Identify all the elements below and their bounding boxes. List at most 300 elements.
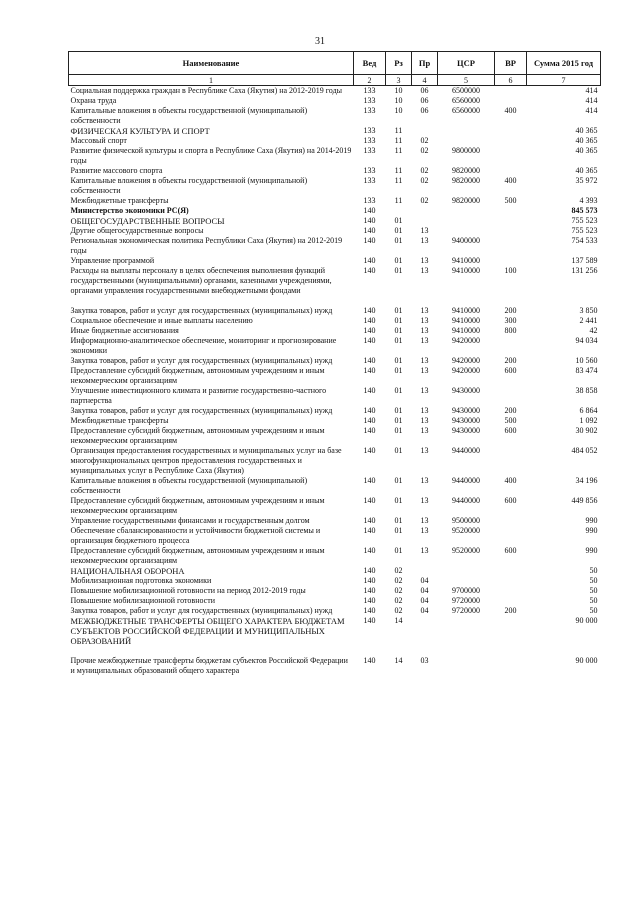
row-vr	[495, 96, 527, 106]
row-vr: 400	[504, 106, 517, 115]
row-sum: 50	[589, 606, 598, 615]
row-csr: 9520000	[452, 546, 480, 555]
header-ved: Вед	[354, 52, 386, 75]
row-pr: 02	[420, 196, 429, 205]
row-rz: 01	[394, 366, 403, 375]
row-rz: 02	[394, 586, 403, 595]
row-vr	[495, 206, 527, 216]
row-ved: 140	[363, 226, 376, 235]
table-row	[69, 296, 601, 316]
row-pr: 13	[420, 516, 429, 525]
row-rz: 01	[394, 386, 403, 395]
row-ved: 133	[363, 106, 376, 115]
row-csr: 9410000	[452, 316, 480, 325]
table-row	[69, 106, 601, 126]
row-pr: 06	[420, 86, 429, 95]
row-pr: 13	[420, 386, 429, 395]
row-name: Организация предоставления государственных и муниципальных услуг на базе многофункциональных центров предоставления государственных и муниципальных услуг в Республике Саха (Якутия)	[70, 446, 342, 475]
row-pr: 06	[420, 106, 429, 115]
row-sum: 754 533	[571, 236, 598, 245]
row-pr: 13	[420, 326, 429, 335]
row-sum: 38 858	[575, 386, 598, 395]
header-csr: ЦСР	[438, 52, 495, 75]
row-ved: 140	[363, 236, 376, 245]
header-vr: ВР	[495, 52, 527, 75]
row-name: Социальное обеспечение и иные выплаты населению	[70, 316, 253, 325]
row-pr: 13	[420, 256, 429, 265]
row-ved: 140	[363, 416, 376, 425]
row-csr	[438, 216, 495, 226]
row-rz: 14	[394, 656, 403, 665]
row-rz: 14	[394, 616, 403, 625]
row-vr: 200	[504, 406, 517, 415]
table-row	[69, 496, 601, 516]
row-ved: 140	[363, 566, 376, 575]
row-ved: 140	[363, 206, 376, 215]
row-pr	[412, 216, 438, 226]
row-pr	[412, 566, 438, 576]
row-vr	[495, 236, 527, 256]
row-rz: 10	[394, 106, 403, 115]
row-vr	[495, 216, 527, 226]
row-rz: 11	[394, 146, 403, 155]
row-rz: 01	[394, 306, 403, 315]
row-name: Улучшение инвестиционного климата и развитие государственно-частного партнерства	[70, 386, 327, 405]
row-sum: 42	[589, 326, 598, 335]
row-ved: 140	[363, 516, 376, 525]
row-vr	[495, 646, 527, 676]
table-row	[69, 326, 601, 336]
row-csr: 9820000	[452, 196, 480, 205]
row-ved: 140	[363, 606, 376, 615]
row-rz: 01	[394, 236, 403, 245]
row-rz	[386, 206, 412, 216]
row-ved: 140	[363, 336, 376, 345]
row-ved: 140	[363, 496, 376, 505]
row-vr: 400	[504, 476, 517, 485]
row-name: Прочие межбюджетные трансферты бюджетам субъектов Российской Федерации и муниципальных образований общего характера	[70, 656, 348, 675]
table-row	[69, 176, 601, 196]
table-row	[69, 136, 601, 146]
row-name: Закупка товаров, работ и услуг для государственных (муниципальных) нужд	[70, 356, 333, 365]
table-row	[69, 406, 601, 416]
row-name: Расходы на выплаты персоналу в целях обеспечения выполнения функций государственными (муниципальными) органами, казенными учреждениями, органами управления государственными внебюджетными фондами	[70, 266, 332, 295]
row-vr	[495, 616, 527, 646]
row-name: Предоставление субсидий бюджетным, автономным учреждениям и иным некоммерческим организациям	[70, 496, 325, 515]
header-number: 2	[354, 75, 386, 86]
row-name: Массовый спорт	[70, 136, 127, 145]
row-pr: 03	[420, 656, 429, 665]
row-csr: 9420000	[452, 366, 480, 375]
row-rz: 10	[394, 86, 403, 95]
row-pr: 02	[420, 136, 429, 145]
row-csr	[438, 566, 495, 576]
row-pr: 13	[420, 496, 429, 505]
row-sum: 6 864	[579, 406, 598, 415]
row-vr: 800	[504, 326, 517, 335]
header-rz: Рз	[386, 52, 412, 75]
table-row	[69, 236, 601, 256]
row-csr	[438, 576, 495, 586]
table-row	[69, 386, 601, 406]
row-name: Министерство экономики РС(Я)	[70, 206, 189, 215]
row-csr: 9410000	[452, 256, 480, 265]
row-name: Развитие физической культуры и спорта в Республике Саха (Якутия) на 2014-2019 годы	[70, 146, 352, 165]
row-sum: 484 052	[571, 446, 598, 455]
table-row	[69, 546, 601, 566]
row-vr	[495, 446, 527, 476]
row-pr: 06	[420, 96, 429, 105]
row-csr: 9440000	[452, 476, 480, 485]
header-number: 5	[438, 75, 495, 86]
row-rz: 01	[394, 356, 403, 365]
row-rz: 01	[394, 516, 403, 525]
row-rz: 01	[394, 266, 403, 275]
row-ved: 133	[363, 96, 376, 105]
header-number: 3	[386, 75, 412, 86]
row-rz: 01	[394, 336, 403, 345]
row-csr: 9500000	[452, 516, 480, 525]
row-csr	[438, 646, 495, 676]
row-ved: 140	[363, 476, 376, 485]
row-pr: 13	[420, 356, 429, 365]
row-ved: 140	[363, 446, 376, 455]
row-rz: 01	[394, 316, 403, 325]
table-row	[69, 86, 601, 97]
row-rz: 02	[394, 596, 403, 605]
row-name: Предоставление субсидий бюджетным, автономным учреждениям и иным некоммерческим организациям	[70, 546, 325, 565]
row-csr: 9430000	[452, 416, 480, 425]
row-name: Капитальные вложения в объекты государственной (муниципальной) собственности	[70, 176, 308, 195]
header-number: 6	[495, 75, 527, 86]
row-csr: 9820000	[452, 166, 480, 175]
header-number: 7	[527, 75, 601, 86]
row-vr	[495, 336, 527, 356]
row-sum: 30 902	[575, 426, 598, 435]
row-csr: 9700000	[452, 586, 480, 595]
row-name: ОБЩЕГОСУДАРСТВЕННЫЕ ВОПРОСЫ	[70, 216, 225, 226]
row-csr	[438, 126, 495, 136]
row-rz: 02	[394, 576, 403, 585]
row-name: Повышение мобилизационной готовности	[70, 596, 216, 605]
row-ved: 140	[363, 576, 376, 585]
table-row	[69, 646, 601, 676]
row-rz: 11	[394, 176, 403, 185]
row-vr: 500	[504, 416, 517, 425]
row-csr	[438, 226, 495, 236]
row-vr	[495, 256, 527, 266]
row-vr	[495, 596, 527, 606]
row-ved: 133	[363, 166, 376, 175]
row-pr: 13	[420, 406, 429, 415]
row-name: Закупка товаров, работ и услуг для государственных (муниципальных) нужд	[70, 606, 333, 615]
row-ved: 140	[363, 216, 376, 225]
row-ved: 140	[363, 586, 376, 595]
row-csr: 9720000	[452, 596, 480, 605]
row-ved: 133	[363, 86, 376, 95]
row-pr: 02	[420, 166, 429, 175]
row-rz: 01	[394, 406, 403, 415]
row-vr	[495, 526, 527, 546]
row-ved: 140	[363, 356, 376, 365]
row-pr: 04	[420, 606, 429, 615]
row-csr: 9430000	[452, 406, 480, 415]
table-row	[69, 96, 601, 106]
table-row	[69, 446, 601, 476]
row-rz: 01	[394, 426, 403, 435]
row-ved: 140	[363, 426, 376, 435]
row-csr: 6560000	[452, 96, 480, 105]
page-number: 31	[315, 36, 325, 47]
table-row	[69, 146, 601, 166]
row-sum: 10 560	[575, 356, 598, 365]
row-ved: 140	[363, 656, 376, 665]
row-name: Закупка товаров, работ и услуг для государственных (муниципальных) нужд	[70, 406, 333, 415]
row-vr: 200	[504, 356, 517, 365]
row-ved: 140	[363, 616, 376, 625]
row-rz: 11	[394, 136, 403, 145]
row-sum: 40 365	[575, 146, 598, 155]
row-csr: 9440000	[452, 496, 480, 505]
row-sum: 2 441	[579, 316, 598, 325]
row-vr: 300	[504, 316, 517, 325]
row-pr: 13	[420, 236, 429, 245]
row-ved: 140	[363, 596, 376, 605]
row-rz: 01	[394, 256, 403, 265]
budget-table-container	[68, 51, 600, 676]
row-pr: 02	[420, 146, 429, 155]
row-ved: 133	[363, 136, 376, 145]
row-sum: 50	[589, 596, 598, 605]
table-row	[69, 616, 601, 646]
header-name: Наименование	[69, 52, 354, 75]
row-name: Информационно-аналитическое обеспечение, мониторинг и прогнозирование экономики	[70, 336, 337, 355]
row-csr	[438, 136, 495, 146]
row-sum: 90 000	[575, 616, 598, 625]
row-vr: 600	[504, 366, 517, 375]
row-csr: 9720000	[452, 606, 480, 615]
row-sum: 35 972	[575, 176, 598, 185]
table-row	[69, 606, 601, 616]
row-pr: 13	[420, 526, 429, 535]
row-rz: 01	[394, 496, 403, 505]
row-ved: 140	[363, 306, 376, 315]
row-pr: 13	[420, 446, 429, 455]
header-number: 1	[69, 75, 354, 86]
row-csr: 9800000	[452, 146, 480, 155]
row-name: Предоставление субсидий бюджетным, автономным учреждениям и иным некоммерческим организациям	[70, 366, 325, 385]
table-row	[69, 426, 601, 446]
row-ved: 140	[363, 256, 376, 265]
row-ved: 140	[363, 326, 376, 335]
table-row	[69, 366, 601, 386]
row-sum: 40 365	[575, 126, 598, 135]
row-rz: 01	[394, 226, 403, 235]
table-row	[69, 516, 601, 526]
row-vr	[495, 86, 527, 97]
row-vr: 400	[504, 176, 517, 185]
budget-table	[68, 51, 601, 676]
row-csr: 9430000	[452, 426, 480, 435]
row-sum: 755 523	[571, 216, 598, 225]
row-pr: 13	[420, 546, 429, 555]
row-sum: 755 523	[571, 226, 598, 235]
table-row	[69, 476, 601, 496]
row-pr: 13	[420, 336, 429, 345]
row-name: Предоставление субсидий бюджетным, автономным учреждениям и иным некоммерческим организациям	[70, 426, 325, 445]
row-pr: 13	[420, 416, 429, 425]
row-sum: 990	[585, 546, 598, 555]
row-sum: 4 393	[579, 196, 598, 205]
table-row	[69, 206, 601, 216]
table-row	[69, 416, 601, 426]
row-name: Управление государственными финансами и государственным долгом	[70, 516, 310, 525]
row-vr	[495, 386, 527, 406]
table-row	[69, 596, 601, 606]
row-ved: 140	[363, 266, 376, 275]
row-pr: 13	[420, 366, 429, 375]
header-number: 4	[412, 75, 438, 86]
row-name: Развитие массового спорта	[70, 166, 163, 175]
row-sum: 40 365	[575, 166, 598, 175]
row-rz: 01	[394, 476, 403, 485]
row-rz: 01	[394, 546, 403, 555]
row-name: НАЦИОНАЛЬНАЯ ОБОРОНА	[70, 566, 185, 576]
row-rz: 01	[394, 326, 403, 335]
row-vr: 500	[504, 196, 517, 205]
row-vr	[495, 146, 527, 166]
row-rz: 01	[394, 526, 403, 535]
row-ved: 133	[363, 196, 376, 205]
row-rz: 11	[394, 196, 403, 205]
row-pr: 13	[420, 266, 429, 275]
table-row	[69, 226, 601, 236]
table-header	[69, 52, 601, 86]
table-body	[69, 86, 601, 677]
row-vr	[495, 586, 527, 596]
row-rz: 01	[394, 216, 403, 225]
row-csr	[438, 206, 495, 216]
row-vr: 200	[504, 306, 517, 315]
row-ved: 140	[363, 406, 376, 415]
row-name: Иные бюджетные ассигнования	[70, 326, 179, 335]
row-pr: 04	[420, 576, 429, 585]
row-name: Управление программой	[70, 256, 155, 265]
row-ved: 133	[363, 146, 376, 155]
row-sum: 449 856	[571, 496, 598, 505]
row-pr	[412, 126, 438, 136]
row-csr: 9430000	[452, 386, 480, 395]
table-row	[69, 336, 601, 356]
row-csr: 9410000	[452, 306, 480, 315]
table-row	[69, 266, 601, 296]
row-pr: 02	[420, 176, 429, 185]
row-vr: 100	[504, 266, 517, 275]
row-pr	[412, 206, 438, 216]
row-csr: 9440000	[452, 446, 480, 455]
row-pr: 13	[420, 426, 429, 435]
row-csr	[438, 616, 495, 646]
header-sum: Сумма 2015 год	[527, 52, 601, 75]
row-name: Обеспечение сбалансированности и устойчивости бюджетной системы и организация бюджетного процесса	[70, 526, 321, 545]
row-vr	[495, 566, 527, 576]
row-csr: 9520000	[452, 526, 480, 535]
row-ved: 140	[363, 316, 376, 325]
row-name: Повышение мобилизационной готовности на период 2012-2019 годы	[70, 586, 306, 595]
row-vr	[495, 576, 527, 586]
table-row	[69, 576, 601, 586]
row-sum: 90 000	[575, 656, 598, 665]
row-rz: 11	[394, 126, 403, 135]
row-vr: 600	[504, 546, 517, 555]
row-name: Межбюджетные трансферты	[70, 196, 169, 205]
row-ved: 133	[363, 126, 376, 135]
row-pr: 13	[420, 316, 429, 325]
row-name: Межбюджетные трансферты	[70, 416, 169, 425]
row-sum: 414	[585, 106, 598, 115]
row-ved: 140	[363, 366, 376, 375]
table-row	[69, 526, 601, 546]
row-ved: 140	[363, 526, 376, 535]
row-vr: 200	[504, 606, 517, 615]
row-ved: 133	[363, 176, 376, 185]
row-ved: 140	[363, 546, 376, 555]
row-sum: 50	[589, 576, 598, 585]
row-pr	[412, 616, 438, 646]
row-csr: 6560000	[452, 106, 480, 115]
row-name: Капитальные вложения в объекты государственной (муниципальной) собственности	[70, 476, 308, 495]
row-name: Другие общегосударственные вопросы	[70, 226, 204, 235]
table-row	[69, 586, 601, 596]
row-vr: 600	[504, 496, 517, 505]
row-name: Закупка товаров, работ и услуг для государственных (муниципальных) нужд	[70, 306, 333, 315]
row-vr	[495, 126, 527, 136]
row-pr: 13	[420, 476, 429, 485]
row-pr: 04	[420, 596, 429, 605]
row-rz: 02	[394, 566, 403, 575]
row-csr: 9410000	[452, 326, 480, 335]
row-name: Мобилизационная подготовка экономики	[70, 576, 212, 585]
row-sum: 990	[585, 516, 598, 525]
row-pr: 13	[420, 226, 429, 235]
row-name: МЕЖБЮДЖЕТНЫЕ ТРАНСФЕРТЫ ОБЩЕГО ХАРАКТЕРА БЮДЖЕТАМ СУБЪЕКТОВ РОССИЙСКОЙ ФЕДЕРАЦИИ И МУНИЦИПАЛЬНЫХ ОБРАЗОВАНИЙ	[70, 616, 345, 646]
table-row	[69, 196, 601, 206]
row-name: Охрана труда	[70, 96, 117, 105]
row-sum: 131 256	[571, 266, 598, 275]
row-sum: 990	[585, 526, 598, 535]
row-vr	[495, 516, 527, 526]
row-sum: 3 850	[579, 306, 598, 315]
row-rz: 11	[394, 166, 403, 175]
row-sum: 34 196	[575, 476, 598, 485]
row-sum: 414	[585, 86, 598, 95]
row-vr	[495, 226, 527, 236]
row-sum: 40 365	[575, 136, 598, 145]
row-csr: 9410000	[452, 266, 480, 275]
table-row	[69, 126, 601, 136]
row-rz: 01	[394, 416, 403, 425]
table-row	[69, 256, 601, 266]
row-name: Региональная экономическая политика Республики Саха (Якутия) на 2012-2019 годы	[70, 236, 343, 255]
row-sum: 83 474	[575, 366, 598, 375]
row-sum: 50	[589, 586, 598, 595]
table-row	[69, 316, 601, 326]
row-csr: 9820000	[452, 176, 480, 185]
row-csr: 9420000	[452, 356, 480, 365]
row-rz: 02	[394, 606, 403, 615]
row-rz: 10	[394, 96, 403, 105]
header-pr: Пр	[412, 52, 438, 75]
